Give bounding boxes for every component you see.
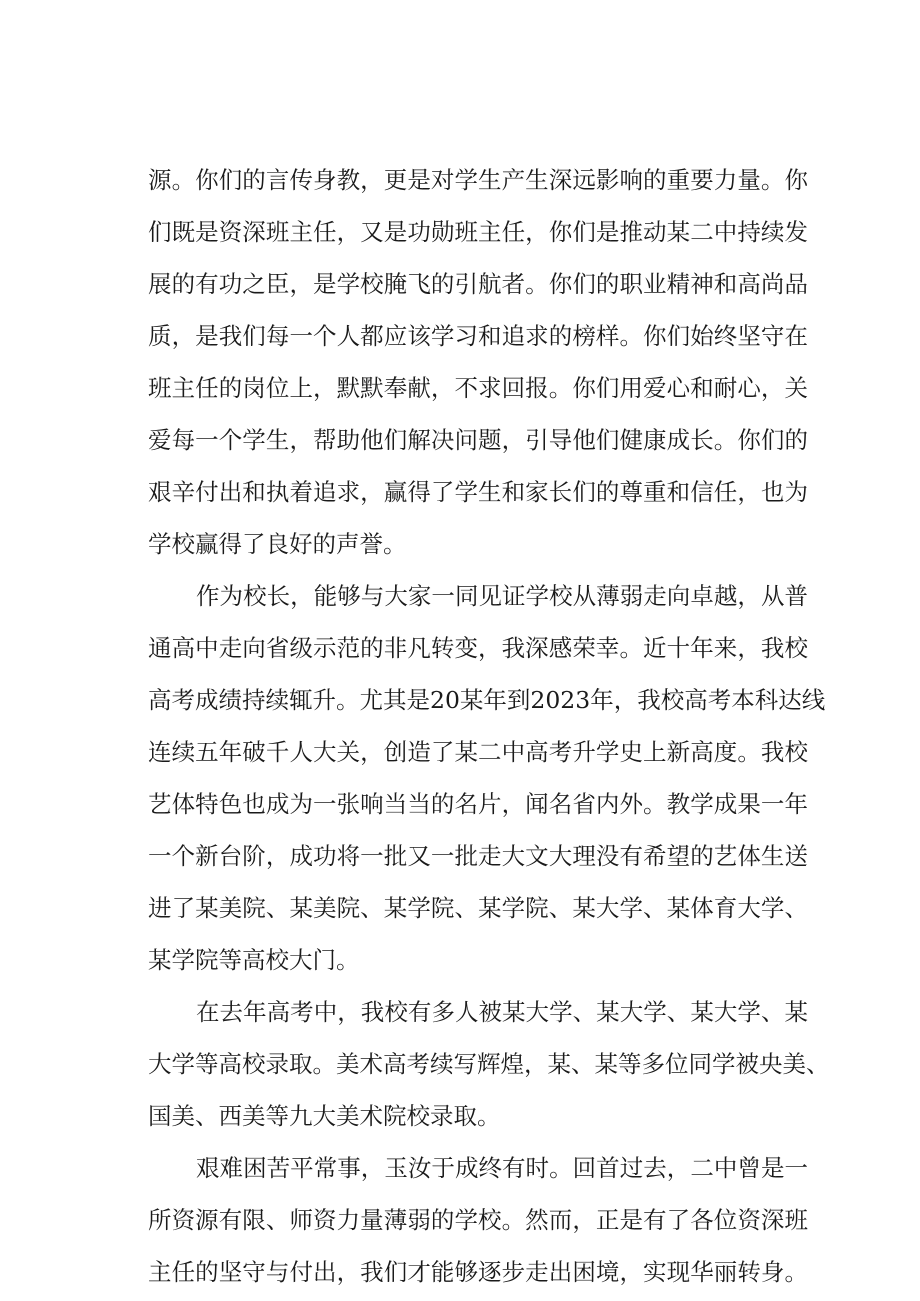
body-text	[148, 154, 830, 1298]
paragraph-line: 班主任的岗位上，默默奉献，不求回报。你们用爱心和耐心，关	[148, 374, 808, 402]
paragraph-line: 质，是我们每一个人都应该学习和追求的榜样。你们始终坚守在	[148, 322, 808, 350]
paragraph-line: 进了某美院、某美院、某学院、某学院、某大学、某体育大学、	[148, 894, 808, 922]
paragraph-line: 源。你们的言传身教，更是对学生产生深远影响的重要力量。你	[148, 166, 808, 194]
paragraph-first-line: 作为校长，能够与大家一同见证学校从薄弱走向卓越，从普	[196, 582, 808, 610]
paragraph-line: 某学院等高校大门。	[148, 946, 360, 974]
paragraph-line: 们既是资深班主任，又是功勋班主任，你们是推动某二中持续发	[148, 218, 808, 246]
paragraph-line: 艰辛付出和执着追求，赢得了学生和家长们的尊重和信任，也为	[148, 478, 808, 506]
paragraph-line: 展的有功之臣，是学校腌飞的引航者。你们的职业精神和高尚品	[148, 270, 808, 298]
paragraph-line: 通高中走向省级示范的非凡转变，我深感荣幸。近十年来，我校	[148, 634, 808, 662]
paragraph-line: 国美、西美等九大美术院校录取。	[148, 1102, 501, 1130]
paragraph-line: 大学等高校录取。美术高考续写辉煌，某、某等多位同学被央美、	[148, 1050, 830, 1078]
paragraph-line: 学校赢得了良好的声誉。	[148, 530, 407, 558]
paragraph-line: 高考成绩持续辄升。尤其是20某年到2023年，我校高考本科达线	[148, 686, 826, 714]
paragraph-line: 艺体特色也成为一张响当当的名片，闻名省内外。教学成果一年	[148, 790, 808, 818]
paragraph-line: 爱每一个学生，帮助他们解决问题，引导他们健康成长。你们的	[148, 426, 808, 454]
paragraph-line: 所资源有限、师资力量薄弱的学校。然而，正是有了各位资深班	[148, 1206, 808, 1234]
paragraph-line: 主任的坚守与付出，我们才能够逐步走出困境，实现华丽转身。	[148, 1258, 808, 1286]
paragraph-first-line: 在去年高考中，我校有多人被某大学、某大学、某大学、某	[196, 998, 808, 1026]
paragraph-first-line: 艰难困苦平常事，玉汝于成终有时。回首过去，二中曾是一	[196, 1154, 808, 1182]
paragraph-line: 连续五年破千人大关，创造了某二中高考升学史上新高度。我校	[148, 738, 808, 766]
paragraph-line: 一个新台阶，成功将一批又一批走大文大理没有希望的艺体生送	[148, 842, 808, 870]
